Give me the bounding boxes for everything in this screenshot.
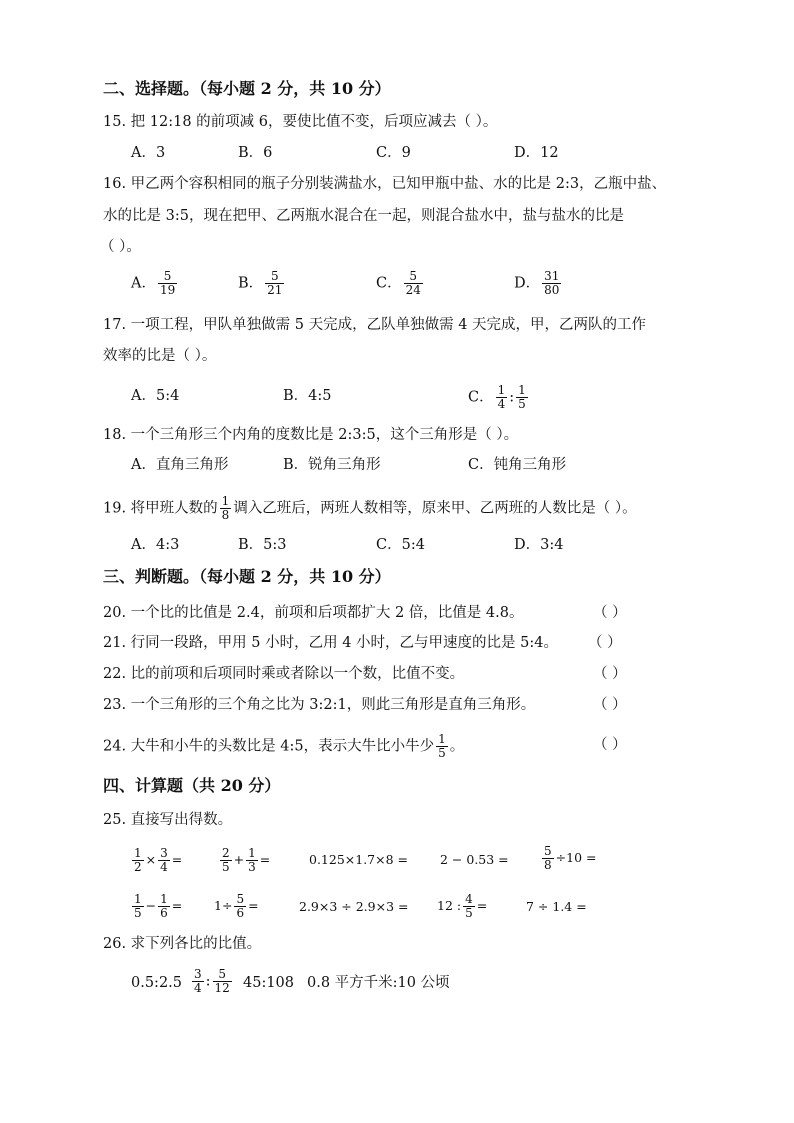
q15-option-a: A．3 — [131, 145, 166, 161]
q17-option-c: C． $\frac{1}{4}$ : $\frac{1}{5}$ — [468, 383, 526, 411]
fraction: $\frac{5}{21}$ — [267, 269, 283, 297]
question-18-stem: 18. 一个三角形三个内角的度数比是 2:3:5，这个三角形是（ ）。 — [103, 427, 519, 443]
q16-option-d: D． $\frac{31}{80}$ — [514, 269, 560, 297]
q15-option-b: B．6 — [238, 145, 273, 161]
question-17-line2: 效率的比是（ ）。 — [103, 348, 217, 364]
q18-option-b: B．锐角三角形 — [283, 457, 381, 473]
question-20: 20. 一个比的比值是 2.4，前项和后项都扩大 2 倍，比值是 4.8。 — [103, 605, 524, 621]
question-19-stem: 19. 将甲班人数的 $\frac{1}{8}$ 调入乙班后，两班人数相等，原来甲、乙两班的人数比是（ ）。 — [103, 494, 637, 522]
ratio-b: $\frac{3}{4}$ : $\frac{5}{12}$ — [194, 967, 230, 995]
calc-r2-e4: 12 : $\frac{4}{5}$ = — [437, 892, 488, 920]
section-heading-calc: 四、计算题（共 20 分） — [103, 776, 281, 795]
ratio-c: 45:108 — [243, 975, 295, 991]
question-16-line3: （ ）。 — [100, 239, 141, 255]
fraction: $\frac{1}{5}$ — [438, 732, 446, 760]
fraction: $\frac{31}{80}$ — [544, 269, 560, 297]
calc-r1-e5: $\frac{5}{8}$ ÷10 = — [544, 844, 597, 872]
q16-option-b: B． $\frac{5}{21}$ — [238, 269, 283, 297]
fraction: $\frac{1}{4}$ — [497, 383, 506, 411]
question-17-line1: 17. 一项工程，甲队单独做需 5 天完成，乙队单独做需 4 天完成，甲，乙两队的工作 — [103, 317, 647, 333]
q15-option-c: C．9 — [376, 145, 411, 161]
q17-option-b: B．4:5 — [283, 388, 332, 404]
calc-r1-e3: 0.125×1.7×8 = — [309, 852, 409, 867]
answer-blank-20[interactable]: （ ） — [593, 605, 627, 621]
answer-blank-22[interactable]: （ ） — [593, 666, 627, 682]
question-15-stem: 15. 把 12:18 的前项减 6，要使比值不变，后项应减去（ ）。 — [103, 114, 498, 130]
q16-option-c: C． $\frac{5}{24}$ — [376, 269, 421, 297]
calc-r2-e1: $\frac{1}{5}$ − $\frac{1}{6}$ = — [134, 892, 183, 920]
q18-option-a: A．直角三角形 — [131, 457, 229, 473]
answer-blank-23[interactable]: （ ） — [593, 697, 627, 713]
fraction: $\frac{1}{5}$ — [518, 383, 526, 411]
q19-option-a: A．4:3 — [131, 537, 180, 553]
question-25: 25. 直接写出得数。 — [103, 812, 233, 828]
calc-r2-e5: 7 ÷ 1.4 = — [526, 899, 587, 914]
question-22: 22. 比的前项和后项同时乘或者除以一个数，比值不变。 — [103, 666, 465, 682]
q18-option-c: C．钝角三角形 — [468, 457, 567, 473]
question-24: 24. 大牛和小牛的头数比是 4:5，表示大牛比小牛少 $\frac{1}{5}$ 。 — [103, 732, 465, 760]
q15-option-d: D．12 — [514, 145, 559, 161]
q17-option-a: A．5:4 — [131, 388, 180, 404]
question-26: 26. 求下列各比的比值。 — [103, 936, 262, 952]
q19-option-c: C．5:4 — [376, 537, 425, 553]
calc-r1-e2: $\frac{2}{5}$ + $\frac{1}{3}$ = — [222, 846, 271, 874]
question-23: 23. 一个三角形的三个角之比为 3:2:1，则此三角形是直角三角形。 — [103, 697, 536, 713]
ratio-a: 0.5:2.5 — [131, 975, 183, 991]
question-16-line2: 水的比是 3:5，现在把甲、乙两瓶水混合在一起，则混合盐水中，盐与盐水的比是 — [103, 208, 624, 224]
q19-option-d: D．3:4 — [514, 537, 564, 553]
q16-option-a: A． $\frac{5}{19}$ — [131, 269, 176, 297]
answer-blank-24[interactable]: （ ） — [593, 737, 627, 753]
q19-option-b: B．5:3 — [238, 537, 287, 553]
calc-r2-e2: 1÷ $\frac{5}{6}$ = — [214, 892, 259, 920]
fraction: $\frac{5}{19}$ — [159, 269, 176, 297]
fraction: $\frac{1}{8}$ — [221, 494, 230, 522]
question-21: 21. 行同一段路，甲用 5 小时，乙用 4 小时，乙与甲速度的比是 5:4。 — [103, 635, 558, 651]
fraction: $\frac{5}{24}$ — [405, 269, 421, 297]
calc-r1-e4: 2 − 0.53 = — [440, 852, 509, 867]
question-16-line1: 16. 甲乙两个容积相同的瓶子分别装满盐水，已知甲瓶中盐、水的比是 2:3，乙瓶中盐、 — [103, 176, 667, 192]
ratio-d: 0.8 平方千米:10 公顷 — [307, 975, 450, 991]
section-heading-judge: 三、判断题。（每小题 2 分，共 10 分） — [103, 567, 391, 586]
calc-r2-e3: 2.9×3 ÷ 2.9×3 = — [299, 899, 409, 914]
section-heading-choice: 二、选择题。（每小题 2 分，共 10 分） — [103, 79, 391, 98]
calc-r1-e1: $\frac{1}{2}$ × $\frac{3}{4}$ = — [134, 846, 183, 874]
answer-blank-21[interactable]: （ ） — [588, 635, 622, 651]
